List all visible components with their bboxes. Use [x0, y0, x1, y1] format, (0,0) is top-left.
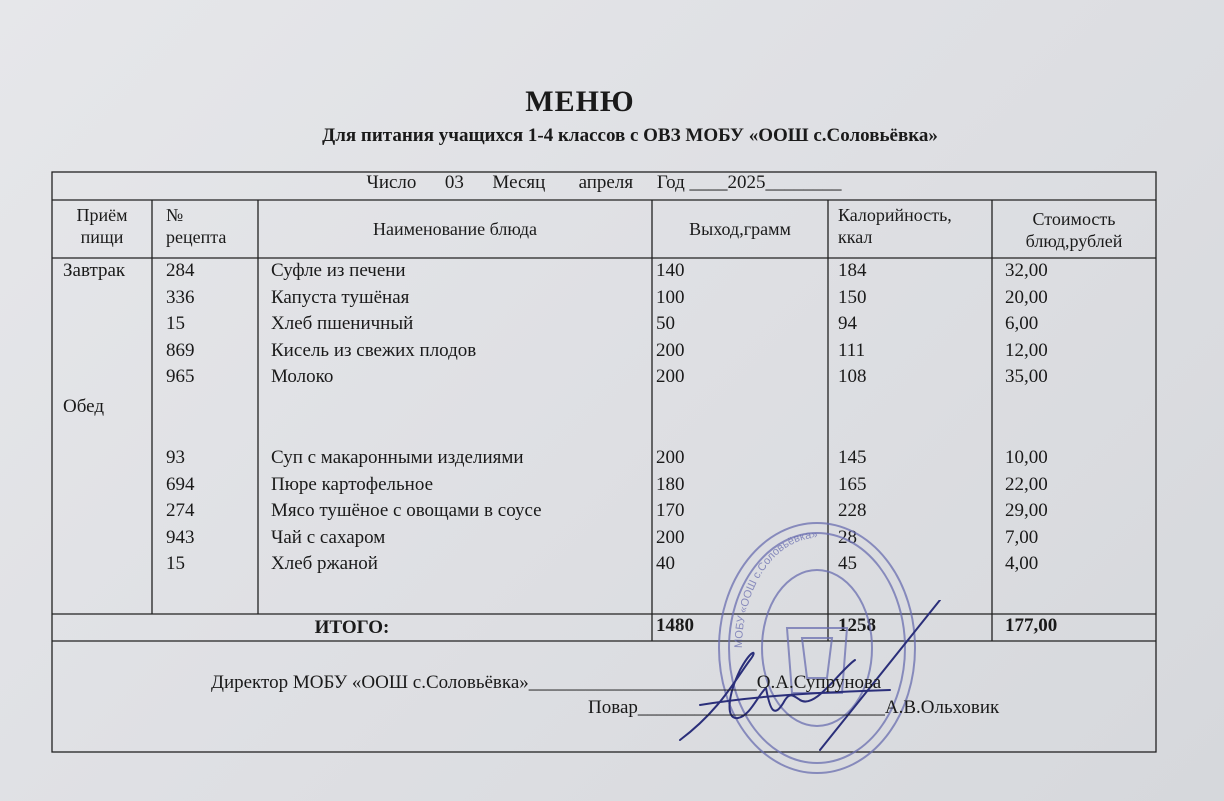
kcal-cell: 165	[838, 473, 867, 495]
day-label: Число	[366, 172, 417, 193]
kcal-cell: 108	[838, 366, 867, 387]
header-meal: Приём пищи	[76, 205, 128, 247]
cook-underline: __________________________	[637, 697, 885, 718]
dish-cell: Молоко	[271, 366, 334, 387]
cost-cell: 35,00	[1005, 366, 1048, 387]
kcal-cell: 228	[838, 500, 867, 521]
document-subtitle: Для питания учащихся 1-4 классов с ОВЗ МОБУ «ООШ с.Соловьёвка»	[322, 125, 938, 146]
cost-cell: 12,00	[1005, 339, 1048, 361]
weight-cell: 200	[656, 526, 685, 548]
dish-cell: Хлеб пшеничный	[271, 313, 414, 334]
kcal-cell: 111	[838, 339, 866, 361]
header-calories: Калорийность, ккал	[838, 205, 952, 247]
header-cost: Стоимость блюд,рублей	[1025, 209, 1123, 251]
director-underline: ________________________	[528, 672, 757, 693]
meal-label-breakfast: Завтрак	[63, 260, 126, 281]
recipe-cell: 15	[166, 553, 185, 574]
kcal-cell: 145	[838, 447, 867, 468]
recipe-cell: 336	[166, 286, 195, 308]
kcal-cell: 28	[838, 526, 857, 548]
header-recipe: № рецепта	[166, 205, 227, 247]
total-kcal: 1258	[838, 615, 876, 636]
month-value: апреля	[578, 172, 634, 193]
year-value: ____2025________	[689, 172, 842, 193]
header-dish: Наименование блюда	[372, 219, 537, 239]
total-label: ИТОГО:	[314, 617, 390, 638]
dish-cell: Суп с макаронными изделиями	[271, 447, 524, 468]
cost-cell: 29,00	[1005, 500, 1048, 521]
total-cost: 177,00	[1005, 615, 1058, 636]
dish-cell: Хлеб ржаной	[271, 553, 378, 574]
weight-cell: 100	[656, 286, 685, 308]
cost-cell: 4,00	[1005, 553, 1039, 574]
weight-cell: 180	[656, 473, 685, 495]
weight-cell: 200	[656, 366, 685, 387]
recipe-cell: 93	[166, 447, 185, 468]
recipe-cell: 694	[166, 473, 195, 495]
date-line	[52, 172, 1156, 200]
cook-label: Повар	[588, 697, 638, 718]
weight-cell: 170	[656, 500, 685, 521]
director-label: Директор МОБУ «ООШ с.Соловьёвка»	[211, 672, 529, 693]
total-weight: 1480	[656, 615, 694, 636]
dish-cell: Мясо тушёное с овощами в соусе	[271, 500, 542, 521]
cost-cell: 22,00	[1005, 473, 1048, 495]
director-name: О.А.Супрунова	[756, 672, 882, 693]
recipe-cell: 943	[166, 526, 195, 548]
document-title: МЕНЮ	[525, 85, 635, 118]
cost-cell: 20,00	[1005, 286, 1048, 308]
recipe-cell: 15	[166, 313, 185, 334]
weight-cell: 200	[656, 447, 685, 468]
kcal-cell: 150	[838, 286, 867, 308]
weight-cell: 50	[656, 313, 675, 334]
recipe-cell: 284	[166, 260, 195, 281]
cook-signature-line	[588, 697, 999, 719]
cost-cell: 32,00	[1005, 260, 1048, 281]
meal-label-lunch: Обед	[63, 396, 104, 417]
stamp-text: МОБУ «ООШ с.Соловьёвка»	[732, 528, 818, 649]
dish-cell: Суфле из печени	[271, 260, 406, 281]
weight-cell: 40	[656, 553, 675, 574]
month-label: Месяц	[492, 172, 546, 193]
dish-cell: Чай с сахаром	[271, 526, 386, 548]
cost-cell: 10,00	[1005, 447, 1048, 468]
year-label: Год	[656, 172, 685, 193]
cook-name: А.В.Ольховик	[884, 697, 1000, 718]
header-weight: Выход,грамм	[689, 219, 791, 239]
dish-cell: Капуста тушёная	[271, 286, 410, 308]
kcal-cell: 45	[838, 553, 857, 574]
director-signature-line	[211, 672, 881, 694]
day-value: 03	[444, 172, 464, 193]
weight-cell: 140	[656, 260, 685, 281]
dish-cell: Кисель из свежих плодов	[271, 339, 477, 361]
cost-cell: 7,00	[1005, 526, 1039, 548]
recipe-cell: 274	[166, 500, 195, 521]
kcal-cell: 94	[838, 313, 857, 334]
dish-cell: Пюре картофельное	[271, 473, 434, 495]
kcal-cell: 184	[838, 260, 867, 281]
cost-cell: 6,00	[1005, 313, 1039, 334]
recipe-cell: 869	[166, 339, 195, 361]
weight-cell: 200	[656, 339, 685, 361]
recipe-cell: 965	[166, 366, 195, 387]
